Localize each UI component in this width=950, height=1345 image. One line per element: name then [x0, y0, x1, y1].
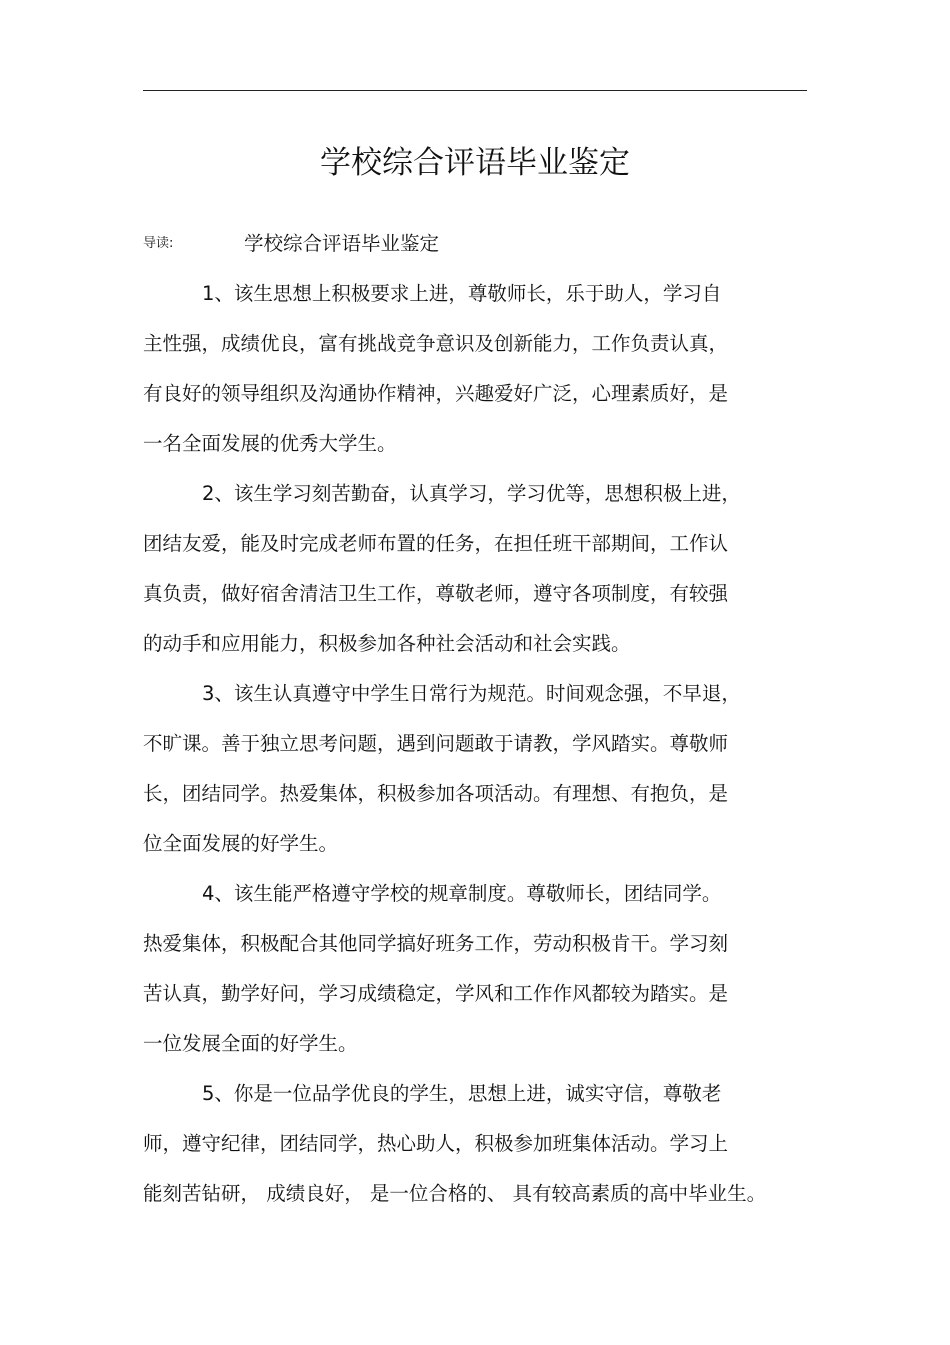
paragraph-line: 苦认真，勤学好问，学习成绩稳定，学风和工作作风都较为踏实。是: [143, 982, 729, 1005]
paragraph-line: 团结友爱，能及时完成老师布置的任务，在担任班干部期间，工作认: [143, 532, 729, 555]
paragraph-4: [143, 876, 807, 1076]
paragraph-line: 有良好的领导组织及沟通协作精神，兴趣爱好广泛，心理素质好，是: [143, 382, 729, 405]
intro-text: 学校综合评语毕业鉴定: [244, 232, 440, 255]
paragraph-line: 真负责，做好宿舍清洁卫生工作，尊敬老师，遵守各项制度，有较强: [143, 582, 729, 605]
paragraph-line: 的动手和应用能力，积极参加各种社会活动和社会实践。: [143, 632, 631, 655]
paragraph-line: 热爱集体，积极配合其他同学搞好班务工作，劳动积极肯干。学习刻: [143, 932, 729, 955]
paragraph-line: 2、该生学习刻苦勤奋，认真学习，学习优等，思想积极上进，: [202, 482, 741, 505]
paragraph-line: 能刻苦钻研， 成绩良好， 是一位合格的、 具有较高素质的高中毕业生。: [143, 1182, 767, 1205]
paragraph-line: 4、该生能严格遵守学校的规章制度。尊敬师长，团结同学。: [202, 882, 722, 905]
paragraph-line: 师，遵守纪律，团结同学，热心助人，积极参加班集体活动。学习上: [143, 1132, 729, 1155]
paragraph-line: 位全面发展的好学生。: [143, 832, 339, 855]
paragraph-5: [143, 1076, 807, 1226]
paragraph-1: [143, 276, 807, 476]
paragraph-line: 主性强，成绩优良，富有挑战竞争意识及创新能力，工作负责认真，: [143, 332, 729, 355]
intro-label: 导读:: [143, 236, 174, 251]
paragraph-line: 5、你是一位品学优良的学生，思想上进，诚实守信，尊敬老: [202, 1082, 722, 1105]
paragraph-line: 长，团结同学。热爱集体，积极参加各项活动。有理想、有抱负，是: [143, 782, 729, 805]
document-title: 学校综合评语毕业鉴定: [320, 145, 630, 181]
paragraph-3: [143, 676, 807, 876]
header-rule: [143, 90, 807, 91]
document-body: [143, 276, 807, 1226]
paragraph-line: 3、该生认真遵守中学生日常行为规范。时间观念强，不早退，: [202, 682, 741, 705]
paragraph-line: 1、该生思想上积极要求上进，尊敬师长，乐于助人，学习自: [202, 282, 722, 305]
paragraph-line: 一名全面发展的优秀大学生。: [143, 432, 397, 455]
paragraph-line: 不旷课。善于独立思考问题，遇到问题敢于请教，学风踏实。尊敬师: [143, 732, 729, 755]
paragraph-line: 一位发展全面的好学生。: [143, 1032, 358, 1055]
paragraph-2: [143, 476, 807, 676]
